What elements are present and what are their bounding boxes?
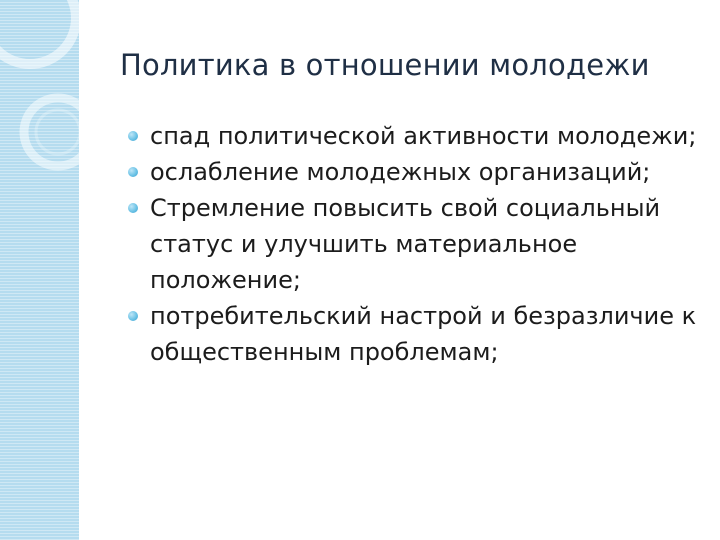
bullet-text: Стремление повысить свой социальный статус и улучшить материальное положение; <box>150 194 661 294</box>
slide-title: Политика в отношении молодежи <box>120 48 650 82</box>
bullet-item <box>132 118 702 154</box>
decorative-circles <box>0 0 79 540</box>
bullet-item <box>132 190 702 298</box>
bullet-dot-icon <box>128 203 138 213</box>
bullet-item <box>132 154 702 190</box>
bullet-list <box>132 118 702 370</box>
bullet-dot-icon <box>128 167 138 177</box>
bullet-text: ослабление молодежных организаций; <box>150 158 651 186</box>
bullet-text: спад политической активности молодежи; <box>150 122 697 150</box>
bullet-dot-icon <box>128 311 138 321</box>
decorative-side-strip <box>0 0 79 540</box>
bullet-text: потребительский настрой и безразличие к общественным проблемам; <box>150 302 697 366</box>
bullet-dot-icon <box>128 131 138 141</box>
bullet-item <box>132 298 702 370</box>
